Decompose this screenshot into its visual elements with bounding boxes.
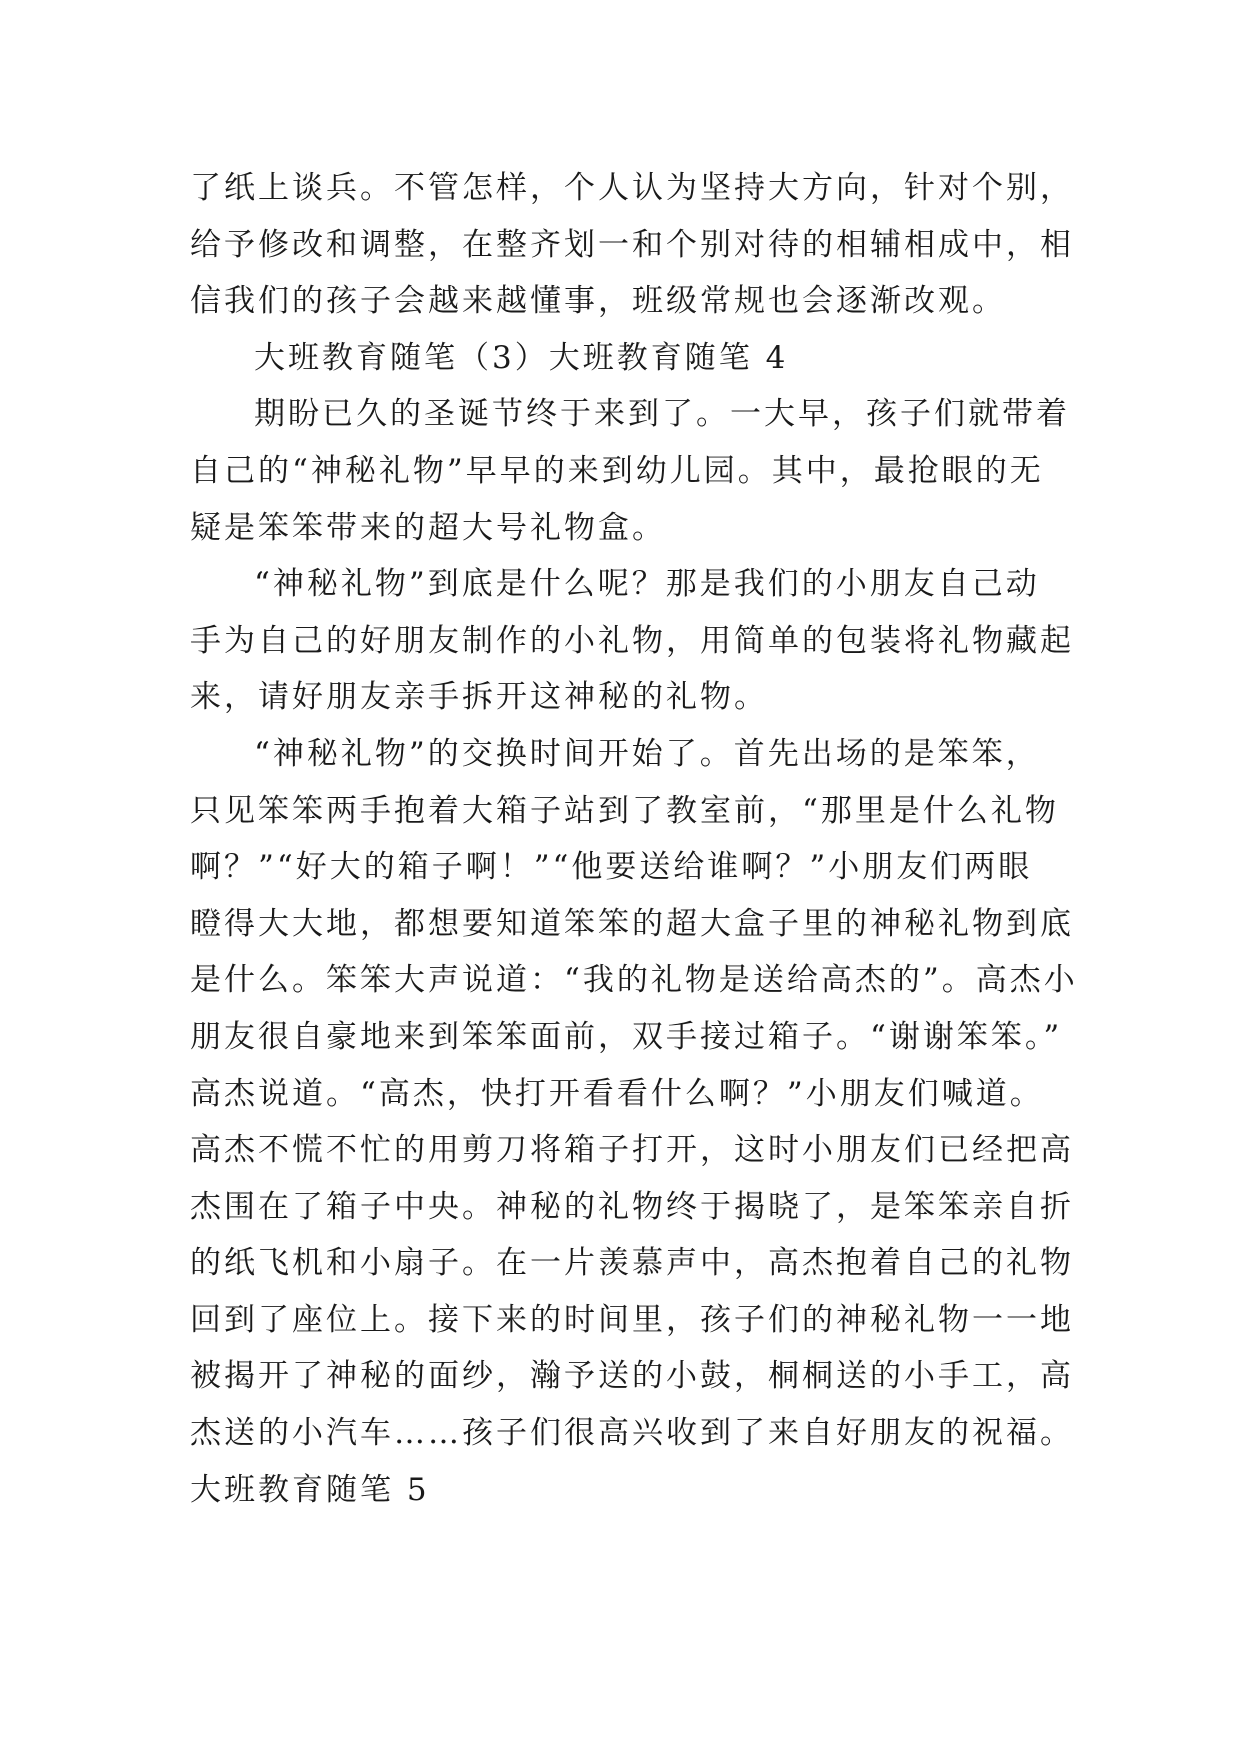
text-line: 高杰不慌不忙的用剪刀将箱子打开，这时小朋友们已经把高 <box>190 1132 1074 1169</box>
text-line: 瞪得大大地，都想要知道笨笨的超大盒子里的神秘礼物到底 <box>190 905 1074 942</box>
text-line: 给予修改和调整，在整齐划一和个别对待的相辅相成中，相 <box>190 226 1074 263</box>
text-line: 期盼已久的圣诞节终于来到了。一大早，孩子们就带着 <box>254 396 1070 433</box>
text-line: 自己的“神秘礼物”早早的来到幼儿园。其中，最抢眼的无 <box>190 452 1044 489</box>
text-line: 朋友很自豪地来到笨笨面前，双手接过箱子。“谢谢笨笨。” <box>190 1018 1063 1055</box>
section-heading: 大班教育随笔 5 <box>190 1471 430 1508</box>
text-line: 信我们的孩子会越来越懂事，班级常规也会逐渐改观。 <box>190 283 1006 320</box>
text-line: 杰围在了箱子中央。神秘的礼物终于揭晓了，是笨笨亲自折 <box>190 1188 1074 1225</box>
text-line: 被揭开了神秘的面纱，瀚予送的小鼓，桐桐送的小手工，高 <box>190 1358 1074 1395</box>
text-line: 了纸上谈兵。不管怎样，个人认为坚持大方向，针对个别， <box>190 170 1074 206</box>
text-line: 杰送的小汽车……孩子们很高兴收到了来自好朋友的祝福。 <box>190 1415 1074 1452</box>
text-line: “神秘礼物”的交换时间开始了。首先出场的是笨笨， <box>254 735 1040 772</box>
text-line: “神秘礼物”到底是什么呢？那是我们的小朋友自己动 <box>254 566 1040 603</box>
text-line: 啊？”“好大的箱子啊！”“他要送给谁啊？”小朋友们两眼 <box>190 849 1033 886</box>
text-line: 是什么。笨笨大声说道：“我的礼物是送给高杰的”。高杰小 <box>190 962 1078 999</box>
text-line: 只见笨笨两手抱着大箱子站到了教室前，“那里是什么礼物 <box>190 792 1059 829</box>
document-body <box>190 160 1078 1518</box>
text-line: 回到了座位上。接下来的时间里，孩子们的神秘礼物一一地 <box>190 1301 1074 1338</box>
text-line: 的纸飞机和小扇子。在一片羡慕声中，高杰抱着自己的礼物 <box>190 1245 1074 1282</box>
text-line: 疑是笨笨带来的超大号礼物盒。 <box>190 509 666 546</box>
text-line: 来，请好朋友亲手拆开这神秘的礼物。 <box>190 679 768 716</box>
section-heading: 大班教育随笔（3）大班教育随笔 4 <box>254 339 789 376</box>
text-line: 手为自己的好朋友制作的小礼物，用简单的包装将礼物藏起 <box>190 622 1074 659</box>
text-line: 高杰说道。“高杰，快打开看看什么啊？”小朋友们喊道。 <box>190 1075 1044 1112</box>
